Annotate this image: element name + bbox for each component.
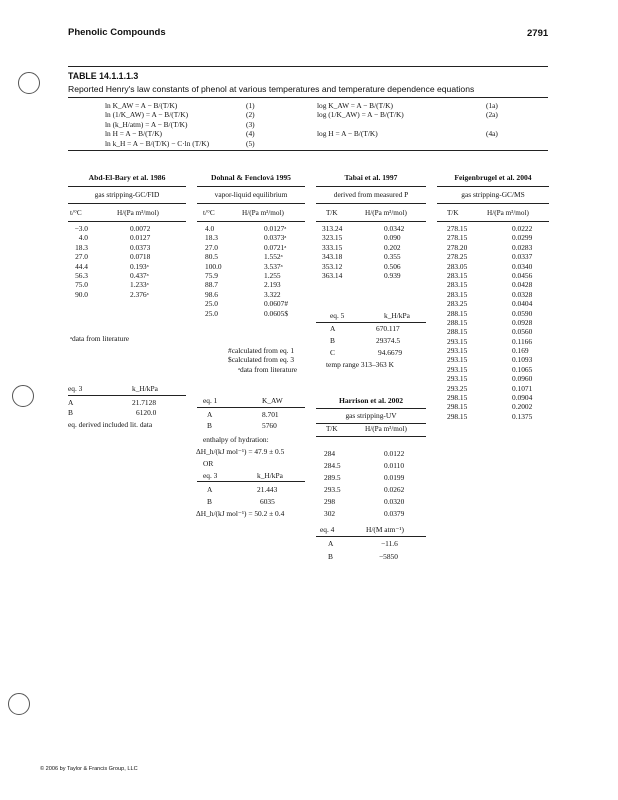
s5-temperature-column [447, 224, 467, 421]
cell: 0.0342 [384, 224, 405, 233]
column-header: t/°C [203, 209, 215, 217]
cell: 293.25 [447, 383, 468, 393]
cell: 90.0 [75, 289, 88, 299]
cell: 353.12 [322, 261, 343, 271]
cell: 18.3 [205, 233, 218, 243]
rule [437, 203, 549, 204]
cell: 283.25 [447, 299, 468, 309]
cell: 288.15 [447, 308, 468, 318]
cell: 0.0560 [512, 327, 533, 337]
rule [68, 395, 186, 396]
study-method: derived from measured P [333, 190, 409, 199]
cell: 323.15 [322, 233, 343, 243]
equation: ln (1/K_AW) = A − B/(T/K) [105, 110, 189, 120]
cell: 0.0283 [512, 242, 533, 252]
rule [316, 536, 426, 537]
cell: 283.05 [447, 261, 468, 271]
eq-label: eq. 3 [203, 471, 218, 480]
cell: 27.0 [75, 252, 88, 262]
cell: 1.233ᵃ [130, 280, 149, 290]
cell: 283.15 [447, 280, 468, 290]
rule [68, 203, 186, 204]
cell: 0.0222 [512, 224, 533, 233]
cell: 363.14 [322, 270, 343, 280]
cell: 0.1071 [512, 383, 533, 393]
cell: 0.1375 [512, 411, 533, 421]
column-header: H/(Pa m³/mol) [365, 425, 407, 433]
cell: 0.355 [384, 252, 401, 262]
cell: 293.15 [447, 336, 468, 346]
cell: 25.0 [205, 308, 218, 318]
cell: 0.0928 [512, 317, 533, 327]
cell: 302 [324, 509, 336, 518]
equation-number [486, 120, 498, 129]
cell: 0.0456 [512, 270, 533, 280]
cell: 0.0404 [512, 299, 533, 309]
eq-unit: K_AW [262, 396, 283, 405]
s3-henry-column [384, 224, 404, 280]
cell: 0.193ᵃ [130, 261, 149, 271]
rule [68, 186, 186, 187]
footnote: ᵃdata from literature [70, 334, 130, 343]
cell: 27.0 [205, 242, 218, 252]
cell: 293.15 [447, 346, 468, 356]
cell: 293.15 [447, 355, 468, 365]
cell: 3.537ᵃ [264, 261, 283, 271]
cell: 0.0379 [384, 509, 405, 518]
cell: 4.0 [78, 233, 88, 243]
rule [316, 186, 426, 187]
column-header: t/°C [70, 209, 82, 217]
equation-number: (3) [246, 119, 255, 129]
cell: 0.202 [384, 242, 401, 252]
temp-range: temp range 313–363 K [326, 360, 394, 369]
cell: 0.0590 [512, 308, 533, 318]
eq-unit: k_H/kPa [132, 384, 158, 393]
equation: ln H = A − B/(T/K) [105, 129, 162, 139]
param-value: −11.6 [381, 539, 398, 548]
cell: 343.18 [322, 252, 343, 262]
cell: 0.0721ᵃ [264, 242, 287, 252]
cell: 98.6 [205, 289, 218, 299]
rule [197, 407, 305, 408]
cell: 75.9 [205, 270, 218, 280]
eq-note: eq. derived included lit. data [68, 420, 153, 429]
cell: 0.437ᵃ [130, 270, 149, 280]
table-caption: Reported Henry's law constants of phenol at various temperatures and temperature dependence equations [68, 84, 475, 94]
cell: 3.322 [264, 289, 281, 299]
cell: 2.376ᵃ [130, 289, 149, 299]
equations-left [105, 101, 209, 148]
rule [68, 221, 186, 222]
cell: 284.5 [324, 461, 341, 470]
rule [197, 203, 305, 204]
eq-unit: k_H/kPa [384, 311, 410, 320]
param-label: A [68, 398, 74, 407]
binder-hole-bottom [8, 693, 30, 715]
running-header-title: Phenolic Compounds [68, 27, 166, 38]
param-value: 5760 [262, 421, 277, 430]
binder-hole-top [18, 72, 40, 94]
eq-label: eq. 5 [330, 311, 345, 320]
equations-right [317, 101, 404, 139]
cell: 0.090 [384, 233, 401, 243]
enthalpy-value: ΔH_h/(kJ mol⁻¹) = 50.2 ± 0.4 [196, 509, 285, 518]
equation-number: (2) [246, 110, 255, 120]
rule [316, 408, 426, 409]
copyright-footer: © 2006 by Taylor & Francis Group, LLC [40, 766, 138, 772]
param-label: A [330, 324, 336, 333]
cell: 0.1166 [512, 336, 533, 346]
cell: 0.0262 [384, 485, 405, 494]
footnote: ᵃdata from literature [238, 364, 298, 374]
study-method: vapor-liquid equilibrium [214, 190, 288, 199]
equation-number: (1a) [486, 101, 498, 110]
cell: 278.15 [447, 224, 468, 233]
study-method: gas stripping-GC/MS [461, 190, 525, 199]
cell: 284 [324, 449, 336, 458]
param-value: 94.6679 [378, 348, 403, 357]
param-value: 21.7128 [132, 398, 157, 407]
cell: 100.0 [205, 261, 222, 271]
study-author: Harrison et al. 2002 [338, 396, 404, 405]
equations-bottom-rule [68, 150, 548, 151]
study-author: Tabai et al. 1997 [344, 173, 398, 182]
cell: 0.0127 [130, 233, 151, 243]
s5-henry-column [512, 224, 532, 421]
cell: 0.1093 [512, 355, 533, 365]
cell: 0.1065 [512, 364, 533, 374]
rule [437, 221, 549, 222]
eq-label: eq. 1 [203, 396, 218, 405]
cell: 0.0607# [264, 299, 289, 309]
cell: 298 [324, 497, 336, 506]
cell: 0.0328 [512, 289, 533, 299]
column-header: H/(Pa m³/mol) [365, 209, 407, 217]
table-title: TABLE 14.1.1.1.3 [68, 71, 139, 81]
s2-henry-column [264, 224, 288, 318]
study-method: gas stripping-GC/FID [94, 190, 160, 199]
cell: 0.0428 [512, 280, 533, 290]
param-value: 8.701 [262, 410, 279, 419]
study-author: Dohnal & Fenclová 1995 [211, 173, 291, 182]
column-header: H/(Pa m³/mol) [487, 209, 529, 217]
cell: 0.0127ᵃ [264, 224, 287, 233]
cell: 1.255 [264, 270, 281, 280]
equation: ln (k_H/atm) = A − B/(T/K) [105, 119, 188, 129]
param-value: 6035 [260, 497, 275, 506]
cell: 0.0320 [384, 497, 405, 506]
cell: 278.20 [447, 242, 468, 252]
cell: 0.0340 [512, 261, 533, 271]
cell: 1.552ᵃ [264, 252, 283, 262]
cell: −3.0 [74, 224, 88, 233]
s4-temperature-column [324, 448, 341, 520]
equations-right-numbers [486, 101, 498, 139]
cell: 88.7 [205, 280, 218, 290]
cell: 0.0960 [512, 374, 533, 384]
rule [437, 186, 549, 187]
footnote: #calculated from eq. 1 [228, 346, 295, 355]
column-header: T/K [326, 209, 338, 217]
cell: 0.0072 [130, 224, 151, 233]
cell: 75.0 [75, 280, 88, 290]
cell: 293.15 [447, 364, 468, 374]
rule [316, 221, 426, 222]
cell: 0.939 [384, 270, 401, 280]
cell: 293.5 [324, 485, 341, 494]
s2-footnotes [228, 346, 297, 374]
s1-henry-column [130, 224, 150, 299]
rule [316, 423, 426, 424]
cell: 0.169 [512, 346, 529, 356]
param-label: A [207, 485, 213, 494]
cell: 288.15 [447, 327, 468, 337]
equation: ln K_AW = A − B/(T/K) [105, 101, 178, 110]
caption-rule [68, 97, 548, 98]
cell: 0.0904 [512, 393, 533, 403]
enthalpy-value: ΔH_h/(kJ mol⁻¹) = 47.9 ± 0.5 [196, 447, 285, 456]
or-label: OR [203, 459, 214, 468]
column-header: T/K [326, 425, 338, 433]
equation-number: (5) [246, 138, 255, 148]
rule [197, 221, 305, 222]
cell: 0.0373 [130, 242, 151, 252]
column-header: H/(Pa m³/mol) [117, 209, 159, 217]
param-label: A [207, 410, 213, 419]
param-label: B [68, 408, 73, 417]
equations-left-numbers [246, 101, 255, 148]
rule [197, 186, 305, 187]
cell: 298.15 [447, 393, 468, 403]
equation: ln k_H = A − B/(T/K) − C·ln (T/K) [105, 138, 210, 148]
cell: 313.24 [322, 224, 343, 233]
study-method: gas stripping-UV [345, 411, 397, 420]
equation: log K_AW = A − B/(T/K) [317, 101, 393, 110]
cell: 0.0110 [384, 461, 405, 470]
cell: 0.0718 [130, 252, 151, 262]
cell: 289.5 [324, 473, 341, 482]
eq-label: eq. 4 [320, 525, 335, 534]
cell: 298.15 [447, 402, 468, 412]
cell: 283.15 [447, 270, 468, 280]
param-label: B [207, 421, 212, 430]
cell: 80.5 [205, 252, 218, 262]
eq-unit: k_H/kPa [257, 471, 283, 480]
cell: 44.4 [75, 261, 88, 271]
cell: 278.25 [447, 252, 468, 262]
study-author: Feigenbrugel et al. 2004 [454, 173, 532, 182]
param-label: B [328, 552, 333, 561]
cell: 278.15 [447, 233, 468, 243]
param-label: B [330, 336, 335, 345]
cell: 0.0299 [512, 233, 533, 243]
param-value: 21.443 [257, 485, 278, 494]
param-value: 6120.0 [136, 408, 157, 417]
rule [316, 322, 426, 323]
cell: 2.193 [264, 280, 281, 290]
page-number: 2791 [527, 28, 549, 39]
cell: 25.0 [205, 299, 218, 309]
param-value: −5850 [379, 552, 398, 561]
cell: 293.15 [447, 374, 468, 384]
equation-number: (2a) [486, 110, 498, 120]
param-label: C [330, 348, 335, 357]
cell: 18.3 [75, 242, 88, 252]
param-label: A [328, 539, 334, 548]
param-label: B [207, 497, 212, 506]
column-header: H/(Pa m³/mol) [242, 209, 284, 217]
eq-unit: H/(M atm⁻¹) [366, 525, 404, 534]
s1-temperature-column [60, 224, 88, 299]
s4-henry-column [384, 448, 404, 520]
enthalpy-label: enthalpy of hydration: [203, 435, 269, 444]
cell: 333.15 [322, 242, 343, 252]
cell: 283.15 [447, 289, 468, 299]
equation [317, 120, 404, 129]
cell: 0.0122 [384, 449, 405, 458]
cell: 4.0 [205, 224, 215, 233]
equation: log (1/K_AW) = A − B/(T/K) [317, 110, 404, 120]
cell: 56.3 [75, 270, 88, 280]
s2-temperature-column [205, 224, 222, 318]
cell: 288.15 [447, 317, 468, 327]
column-header: T/K [447, 209, 459, 217]
cell: 0.0337 [512, 252, 533, 262]
study-author: Abd-El-Bary et al. 1986 [88, 173, 166, 182]
rule [197, 481, 305, 482]
cell: 0.2002 [512, 402, 533, 412]
eq-label: eq. 3 [68, 384, 83, 393]
equation-number: (4a) [486, 129, 498, 139]
binder-hole-middle [12, 385, 34, 407]
cell: 0.506 [384, 261, 401, 271]
param-value: 29374.5 [376, 336, 401, 345]
s3-temperature-column [322, 224, 342, 280]
equation-number: (4) [246, 129, 255, 139]
footnote: $calculated from eq. 3 [228, 355, 295, 365]
cell: 0.0199 [384, 473, 405, 482]
rule [316, 203, 426, 204]
equation-number: (1) [246, 101, 255, 110]
cell: 298.15 [447, 411, 468, 421]
cell: 0.0373ᵃ [264, 233, 287, 243]
cell: 0.0605$ [264, 308, 289, 318]
equation: log H = A − B/(T/K) [317, 129, 378, 139]
table-top-rule [68, 66, 548, 67]
param-value: 670.117 [376, 324, 400, 333]
rule [316, 436, 426, 437]
